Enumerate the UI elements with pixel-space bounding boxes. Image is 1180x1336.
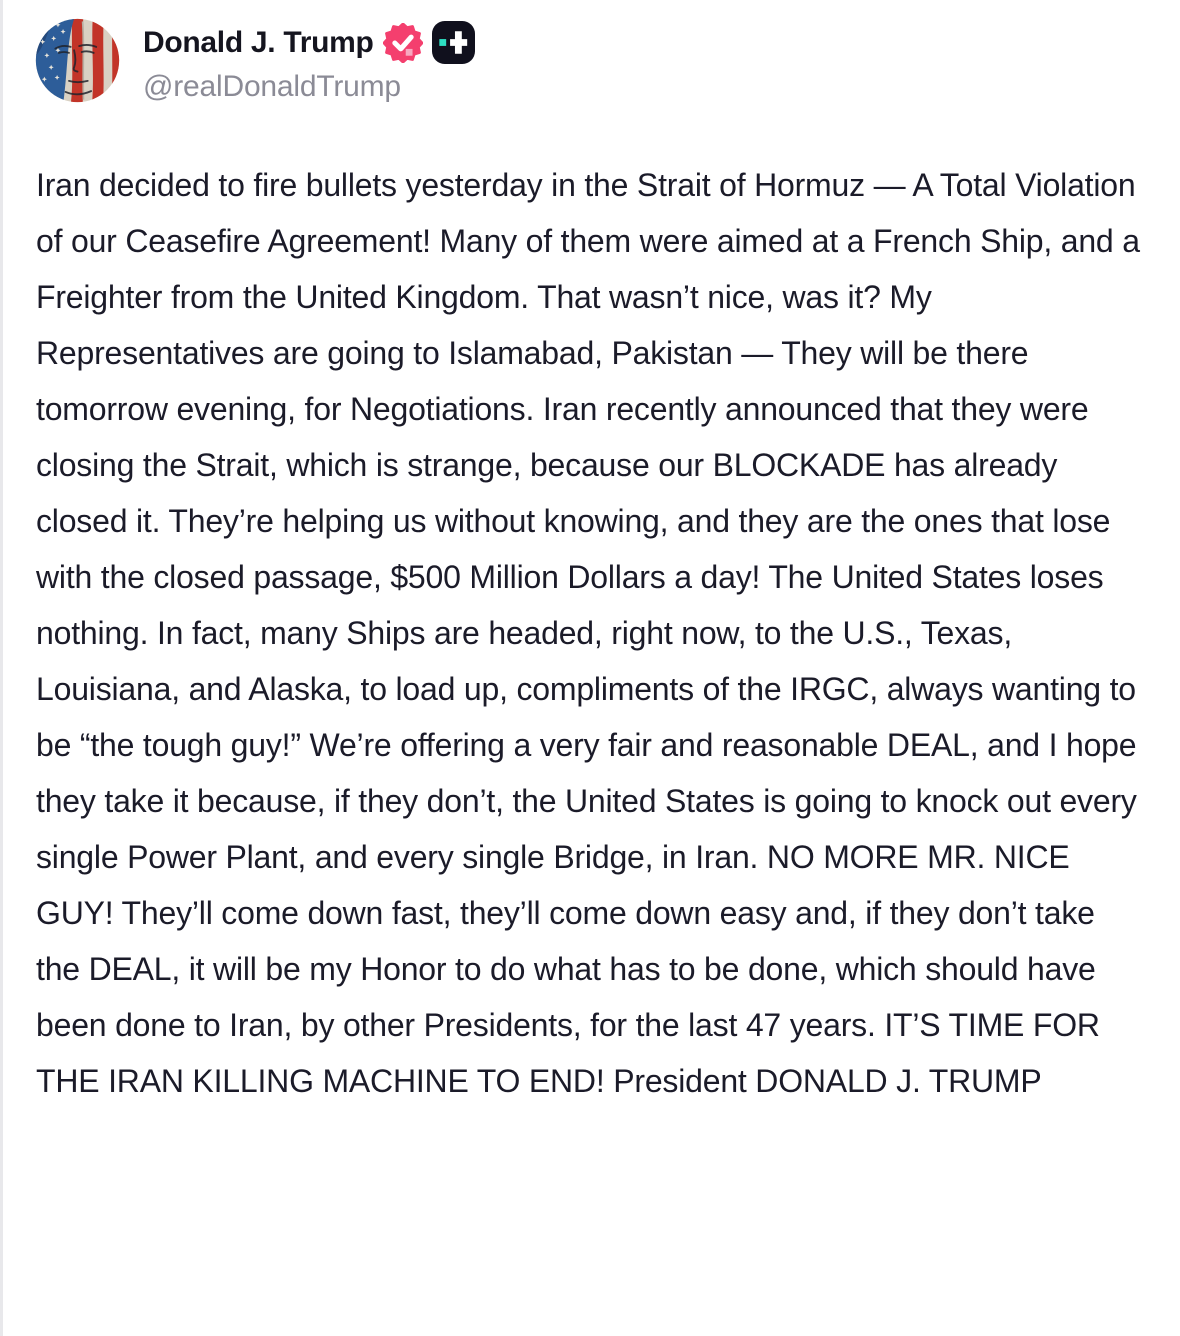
verified-badge-icon <box>383 23 423 63</box>
user-handle[interactable]: @realDonaldTrump <box>143 70 401 103</box>
left-edge-divider <box>0 0 3 1336</box>
identity-block <box>143 18 475 105</box>
truth-social-logo-icon <box>432 21 475 64</box>
name-row <box>143 21 475 64</box>
post-body-text: Iran decided to fire bullets yesterday in the Strait of Hormuz — A Total Violation of our Ceasefire Agreement! Many of them were aimed at a French Ship, and a Freighter from the United Kingdom. That wasn’t nice, was it? My Representatives are going to Islamabad, Pakistan — They will be there tomorrow evening, for Negotiations. Iran recently announced that they were closing the Strait, which is strange, because our BLOCKADE has already closed it. They’re helping us without knowing, and they are the ones that lose with the closed passage, $500 Million Dollars a day! The United States loses nothing. In fact, many Ships are headed, right now, to the U.S., Texas, Louisiana, and Alaska, to load up, compliments of the IRGC, always wanting to be “the tough guy!” We’re offering a very fair and reasonable DEAL, and I hope they take it because, if they don’t, the United States is going to knock out every single Power Plant, and every single Bridge, in Iran. NO MORE MR. NICE GUY! They’ll come down fast, they’ll come down easy and, if they don’t take the DEAL, it will be my Honor to do what has to be done, which should have been done to Iran, by other Presidents, for the last 47 years. IT’S TIME FOR THE IRAN KILLING MACHINE TO END! President DONALD J. TRUMP <box>36 167 1149 1099</box>
display-name[interactable]: Donald J. Trump <box>143 25 374 59</box>
avatar[interactable] <box>35 18 120 103</box>
post-header <box>35 18 475 105</box>
